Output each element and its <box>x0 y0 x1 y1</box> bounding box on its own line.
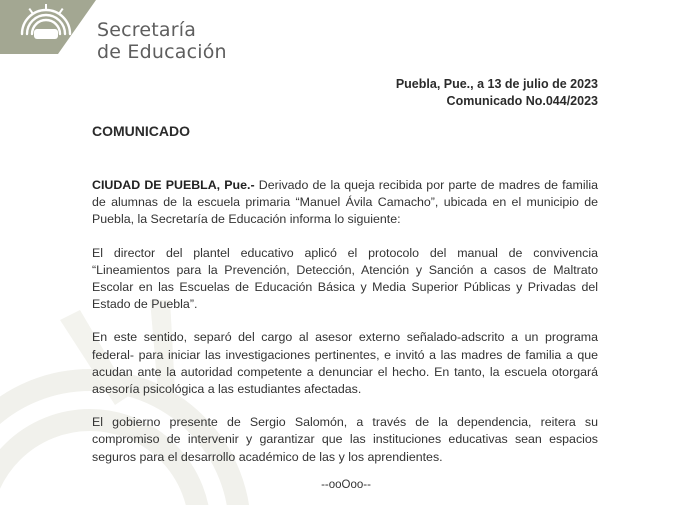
paragraph-4: El gobierno presente de Sergio Salomón, a través de la dependencia, reitera su compromiso de intervenir y garantizar que las instituciones educativas sean espacios seguros para el desarrollo académico de las y los aprendientes. <box>92 415 598 464</box>
document-title: COMUNICADO <box>92 123 190 139</box>
document-meta <box>396 76 598 110</box>
organization-name <box>97 19 227 63</box>
org-name-line1: Secretaría <box>97 19 197 41</box>
closing-mark: --ooOoo-- <box>321 479 371 491</box>
paragraph-2: El director del plantel educativo aplicó el protocolo del manual de convivencia “Lineamientos para la Prevención, Detección, Atención y Sanción a casos de Maltrato Escolar en las Escuelas de Educación Básica y Media Superior Públicas y Privadas del Estado de Puebla”. <box>92 245 598 312</box>
paragraph-1-lead: CIUDAD DE PUEBLA, Pue.- <box>92 178 255 192</box>
paragraph-1-text: Derivado de la queja recibida por parte de madres de familia de alumnas de la escuela primaria “Manuel Ávila Camacho”, ubicada en el municipio de Puebla, la Secretaría de Educación informa lo siguiente: <box>92 178 598 227</box>
document-body <box>92 177 598 482</box>
paragraph-3: En este sentido, separó del cargo al asesor externo señalado-adscrito a un programa federal- para iniciar las investigaciones pertinentes, e invitó a las madres de familia a que acudan ante la autoridad competente a denunciar el hecho. En tanto, la escuela otorgará asesoría psicológica a las estudiantes afectadas. <box>92 330 598 397</box>
header-logo <box>0 0 230 70</box>
sun-rays-emblem-icon <box>0 0 96 54</box>
org-name-line2: de Educación <box>97 41 227 63</box>
paragraph-1 <box>92 177 598 229</box>
communique-number: Comunicado No.044/2023 <box>446 94 598 108</box>
date-line: Puebla, Pue., a 13 de julio de 2023 <box>395 77 598 91</box>
